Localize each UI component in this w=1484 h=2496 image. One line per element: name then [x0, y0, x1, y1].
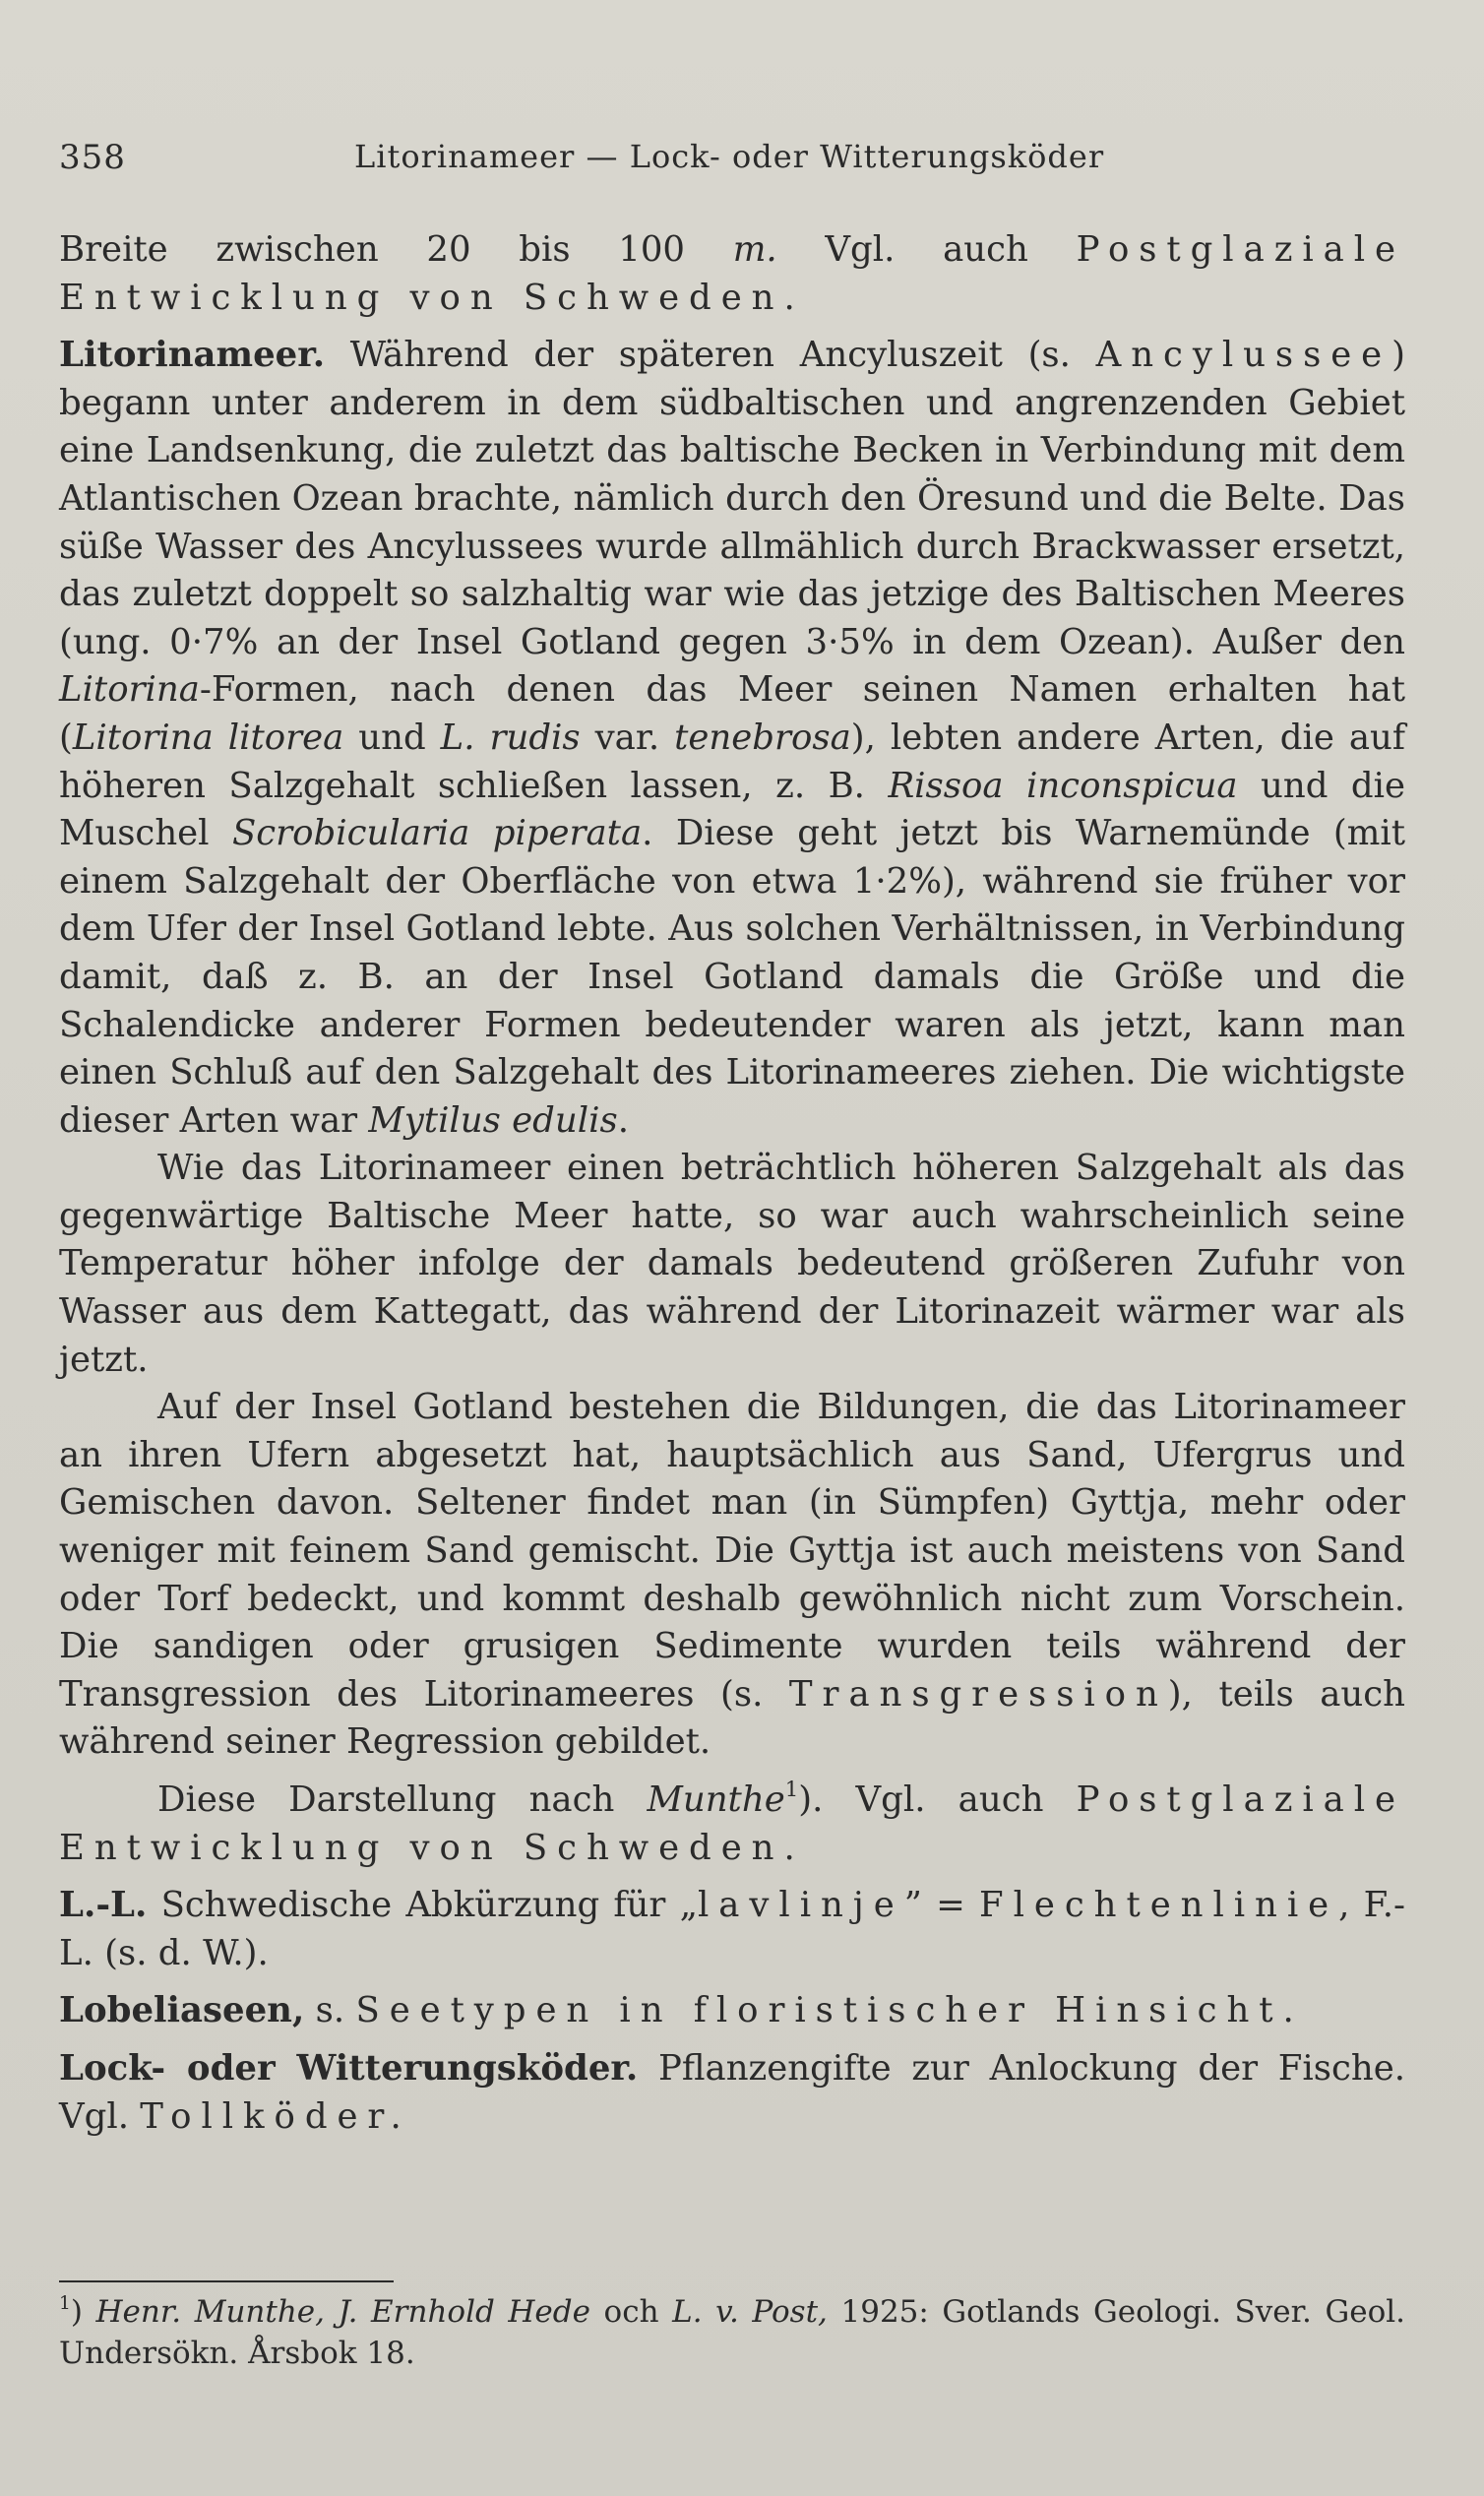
text-span: Auf der Insel Gotland bestehen die Bildungen, die das Litorinameer an ihren Ufern abgesetzt hat, hauptsächlich aus Sand, Ufergrus und Gemischen davon. Seltener findet man (in Sümpfen) Gyttja, mehr oder weniger mit feinem Sand gemischt. Die Gyttja ist auch meistens von Sand oder Torf bedeckt, und kommt deshalb gewöhnlich nicht zum Vorschein. Die sandigen oder grusigen Sedimente wurden teils während der Transgression des Litorinameeres (s. — [59, 1387, 1405, 1715]
unit-italic: m. — [732, 229, 777, 270]
text-span: Vgl. auch — [776, 229, 1077, 270]
cross-reference: Transgression — [788, 1673, 1168, 1715]
text-span: und — [343, 717, 441, 758]
text-span: -Formen, nach denen das Meer seinen Namen erhalten hat ( — [59, 669, 1405, 758]
footnote-mark: 1 — [784, 1778, 799, 1803]
text-span: ) begann unter anderem in dem südbaltischen und angrenzenden Gebiet eine Landsenkung, die zuletzt das baltische Becken in Verbindung mit dem Atlantischen Ozean brachte, nämlich durch den Öresund und die Belte. Das süße Wasser des Ancylussees wurde allmählich durch Brackwasser ersetzt, das zuletzt doppelt so salzhaltig war wie das jetzige des Baltischen Meeres (ung. 0·7% an der Insel Gotland gegen 3·5% in dem Ozean). Außer den — [59, 335, 1405, 662]
paragraph-source — [59, 1777, 1405, 1872]
paragraph-gotland — [59, 1384, 1405, 1767]
entry-litorinameer — [59, 332, 1405, 1145]
footnote-divider — [59, 2280, 394, 2282]
continuation-paragraph — [59, 226, 1405, 322]
text-span: ) — [70, 2294, 96, 2330]
text-span: Während der späteren Ancyluszeit (s. — [325, 335, 1096, 376]
text-span: och — [589, 2294, 673, 2330]
taxon-name: Litorina — [59, 669, 200, 711]
author-name: Henr. Munthe, J. Ernhold Hede — [95, 2294, 590, 2330]
text-span: Schwedische Abkürzung für „ — [147, 1885, 699, 1926]
author-name: L. v. Post, — [672, 2294, 828, 2330]
footnote — [59, 2291, 1405, 2374]
cross-reference: Ancylussee — [1095, 335, 1392, 376]
taxon-name: Mytilus edulis — [368, 1099, 618, 1141]
taxon-name: Litorina litorea — [72, 717, 344, 758]
text-span: ” = — [903, 1885, 980, 1926]
taxon-name: Scrobicularia piperata — [231, 813, 643, 854]
page-number: 358 — [59, 138, 126, 177]
swedish-term: lavlinje — [698, 1885, 904, 1926]
text-span: . Diese geht jetzt bis Warnemünde (mit einem Salzgehalt der Oberfläche von etwa 1·2%), während sie früher vor dem Ufer der Insel Gotland lebte. Aus solchen Verhältnissen, in Verbindung damit, daß z. B. an der Insel Gotland damals die Größe und die Schalendicke anderer Formen bedeutender waren als jetzt, kann man einen Schluß auf den Salzgehalt des Litorinameeres ziehen. Die wichtigste dieser Arten war — [59, 813, 1405, 1141]
text-span: und die Muschel — [59, 765, 1405, 854]
text-span: . — [617, 1099, 629, 1141]
entry-term: L.-L. — [59, 1885, 148, 1926]
text-span: Diese Darstellung nach — [157, 1779, 648, 1820]
taxon-name: L. rudis — [440, 717, 581, 758]
entry-term: Lobeliaseen, — [59, 1990, 305, 2031]
cross-reference: Seetypen in floristischer Hinsicht. — [355, 1990, 1304, 2031]
page-header — [59, 138, 1417, 187]
text-span: s. — [304, 1990, 356, 2031]
text-span: ), lebten andere Arten, die auf höheren Salzgehalt schließen lassen, z. B. — [59, 717, 1405, 806]
cross-reference: Postglaziale Entwicklung von Schweden. — [59, 1779, 1405, 1868]
text-span: var. — [580, 717, 675, 758]
entry-term: Litorinameer. — [59, 335, 326, 376]
entry-ll — [59, 1882, 1405, 1977]
text-span: 1925: Gotlands Geologi. Sver. Geol. Undersökn. Årsbok 18. — [59, 2294, 1406, 2371]
taxon-name: tenebrosa — [674, 717, 851, 758]
text-span: ), teils auch während seiner Regression gebildet. — [59, 1673, 1405, 1763]
entry-lobeliaseen — [59, 1987, 1405, 2035]
text-span: , F.-L. (s. d. W.). — [59, 1885, 1405, 1973]
footnote-mark: 1 — [59, 2292, 71, 2314]
text-span: Pflanzengifte zur Anlockung der Fische. Vgl. — [59, 2047, 1406, 2137]
entry-term: Lock- oder Witterungsköder. — [59, 2047, 639, 2089]
cross-reference: Tollköder. — [140, 2095, 411, 2137]
author-name: Munthe — [647, 1779, 785, 1820]
text-span: Breite zwischen 20 bis 100 — [59, 229, 733, 270]
running-title: Litorinameer — Lock- oder Witterungsköder — [354, 138, 1105, 175]
entry-lockkoeder — [59, 2045, 1405, 2141]
cross-reference: Postglaziale Entwicklung von Schweden. — [59, 229, 1405, 318]
cross-reference: Flechtenlinie — [979, 1885, 1339, 1926]
paragraph-temperature: Wie das Litorinameer einen beträchtlich höheren Salzgehalt als das gegenwärtige Baltische Meer hatte, so war auch wahrscheinlich seine Temperatur höher infolge der damals bedeutend größeren Zufuhr von Wasser aus dem Kattegatt, das während der Litorinazeit wärmer war als jetzt. — [59, 1148, 1405, 1380]
main-text — [59, 226, 1405, 2141]
taxon-name: Rissoa inconspicua — [888, 765, 1238, 806]
text-span: ). Vgl. auch — [798, 1779, 1077, 1820]
